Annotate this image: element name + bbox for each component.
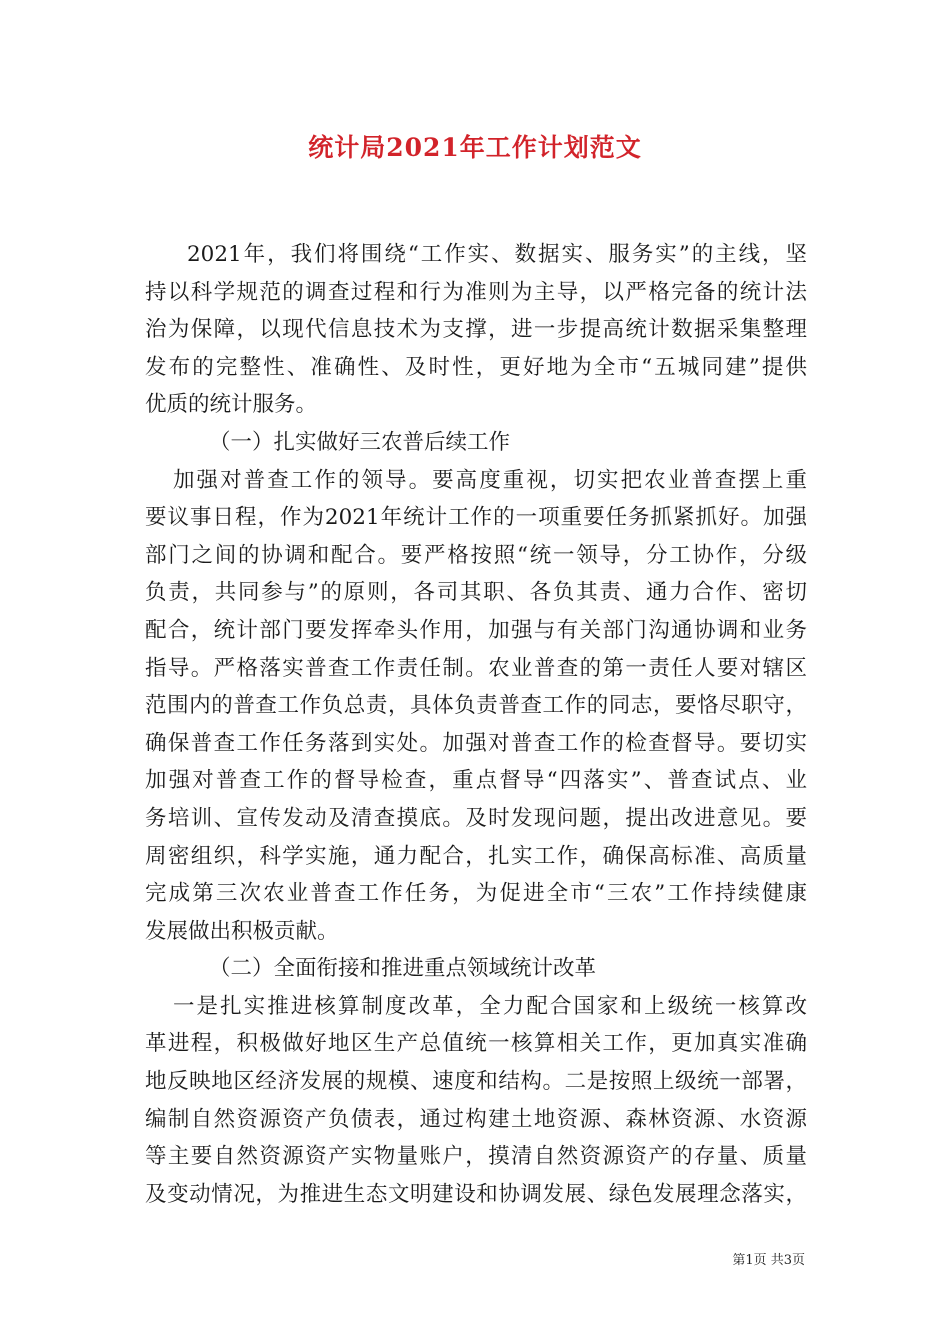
body-line: 治为保障，以现代信息技术为支撑，进一步提高统计数据采集整理 [145,317,807,343]
body-line: 编制自然资源资产负债表，通过构建土地资源、森林资源、水资源 [145,1106,807,1132]
document-title: 统计局2021年工作计划范文 [308,133,642,162]
body-line: 要议事日程，作为2021年统计工作的一项重要任务抓紧抓好。加强 [145,505,807,531]
body-line: 等主要自然资源资产实物量账户，摸清自然资源资产的存量、质量 [145,1144,807,1170]
section-heading: （二）全面衔接和推进重点领域统计改革 [209,956,597,982]
body-line: 革进程，积极做好地区生产总值统一核算相关工作，更加真实准确 [145,1031,807,1057]
body-line: 务培训、宣传发动及清查摸底。及时发现问题，提出改进意见。要 [145,805,807,831]
body-line: 周密组织，科学实施，通力配合，扎实工作，确保高标准、高质量 [145,843,807,869]
body-line: 部门之间的协调和配合。要严格按照“统一领导，分工协作，分级 [145,542,807,568]
body-line: 负责，共同参与”的原则，各司其职、各负其责、通力合作、密切 [145,580,807,606]
body-line: 配合，统计部门要发挥牵头作用，加强与有关部门沟通协调和业务 [145,617,807,643]
body-line: 及变动情况，为推进生态文明建设和协调发展、绿色发展理念落实， [145,1181,807,1207]
section-heading: （一）扎实做好三农普后续工作 [209,429,511,455]
body-line: 一是扎实推进核算制度改革，全力配合国家和上级统一核算改 [173,993,807,1019]
page-indicator: 第1页 共3页 [732,1253,805,1268]
body-line: 发布的完整性、准确性、及时性，更好地为全市“五城同建”提供 [145,354,807,380]
body-line: 发展做出积极贡献。 [145,918,339,944]
body-line: 加强对普查工作的领导。要高度重视，切实把农业普查摆上重 [173,467,807,493]
body-line: 持以科学规范的调查过程和行为准则为主导，以严格完备的统计法 [145,279,807,305]
body-line: 地反映地区经济发展的规模、速度和结构。二是按照上级统一部署， [145,1069,807,1095]
body-line: 指导。严格落实普查工作责任制。农业普查的第一责任人要对辖区 [145,655,807,681]
body-line: 范围内的普查工作负总责，具体负责普查工作的同志，要恪尽职守， [145,693,807,719]
body-line: 2021年，我们将围绕“工作实、数据实、服务实”的主线，坚 [187,242,807,267]
document-body [145,236,807,1213]
body-line: 完成第三次农业普查工作任务，为促进全市“三农”工作持续健康 [145,881,807,907]
body-line: 确保普查工作任务落到实处。加强对普查工作的检查督导。要切实 [145,730,807,756]
body-line: 优质的统计服务。 [145,392,318,418]
body-line: 加强对普查工作的督导检查，重点督导“四落实”、普查试点、业 [145,768,807,794]
